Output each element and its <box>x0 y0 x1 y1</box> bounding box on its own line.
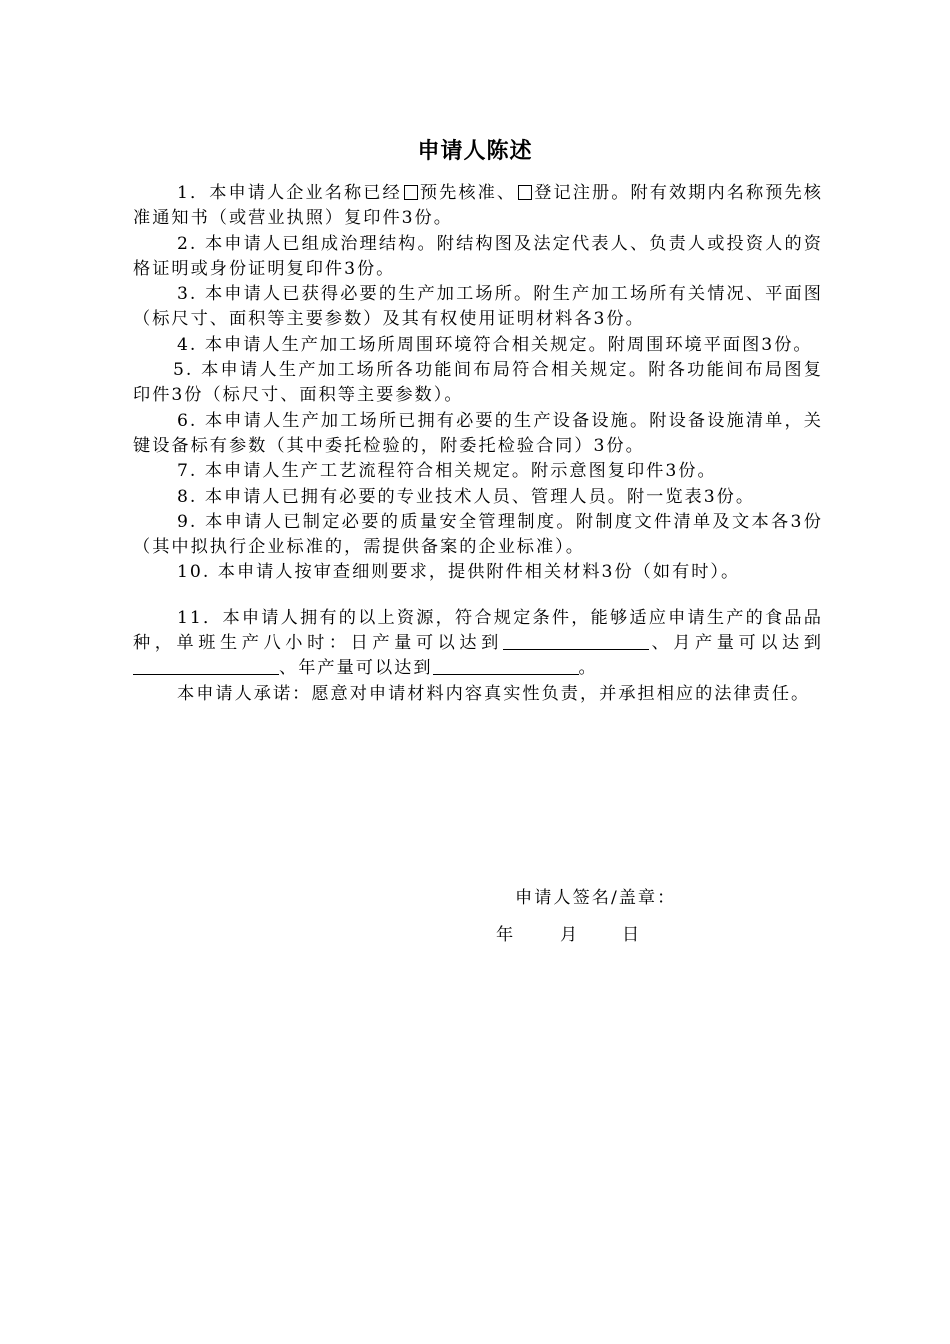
signature-label: 申请人签名/盖章： <box>515 888 677 908</box>
statement-item-2: 2. 本申请人已组成治理结构。附结构图及法定代表人、负责人或投资人的资格证明或身份证明复印件3份。 <box>133 233 823 279</box>
statement-body <box>133 181 823 707</box>
statement-item-9: 9. 本申请人已制定必要的质量安全管理制度。附制度文件清单及文本各3份（其中拟执行企业标准的，需提供备案的企业标准）。 <box>133 511 823 558</box>
yearly-output-blank[interactable] <box>433 656 579 675</box>
statement-item-3: 3. 本申请人已获得必要的生产加工场所。附生产加工场所有关情况、平面图（标尺寸、面积等主要参数）及其有权使用证明材料各3份。 <box>133 284 823 330</box>
statement-item-7: 7. 本申请人生产工艺流程符合相关规定。附示意图复印件3份。 <box>177 461 717 482</box>
item-1-option-precheck: 预先核准、 <box>419 183 517 203</box>
applicant-pledge: 本申请人承诺：愿意对申请材料内容真实性负责，并承担相应的法律责任。 <box>177 683 811 704</box>
statement-item-1 <box>133 181 823 232</box>
checkbox-registered[interactable] <box>518 185 532 200</box>
daily-output-blank[interactable] <box>503 631 649 650</box>
statement-item-10: 10. 本申请人按审查细则要求，提供附件相关材料3份（如有时）。 <box>177 562 741 583</box>
item-1-prefix: 1．本申请人企业名称已经 <box>177 183 402 203</box>
item-11-part-2: 、月产量可以达到 <box>648 633 823 654</box>
item-1-option-registered: 登记注册。附有效期内名称预先核准通知书（或营业执照）复印件3份。 <box>133 183 823 229</box>
statement-item-8: 8. 本申请人已拥有必要的专业技术人员、管理人员。附一览表3份。 <box>177 486 756 507</box>
statement-item-11 <box>133 606 823 682</box>
item-11-part-3: 、年产量可以达到 <box>279 658 433 679</box>
document-title: 申请人陈述 <box>417 138 533 164</box>
checkbox-precheck[interactable] <box>404 185 418 200</box>
statement-item-4: 4. 本申请人生产加工场所周围环境符合相关规定。附周围环境平面图3份。 <box>177 334 813 355</box>
item-11-part-4: 。 <box>578 658 598 679</box>
date-day-label: 日 <box>622 925 640 945</box>
statement-item-5: 5. 本申请人生产加工场所各功能间布局符合相关规定。附各功能间布局图复印件3份（标尺寸、面积等主要参数）。 <box>133 360 823 406</box>
date-month-label: 月 <box>560 925 578 945</box>
monthly-output-blank[interactable] <box>133 656 279 675</box>
statement-item-6: 6. 本申请人生产加工场所已拥有必要的生产设备设施。附设备设施清单，关键设备标有参数（其中委托检验的，附委托检验合同）3份。 <box>133 410 823 456</box>
item-11-part-1: 11．本申请人拥有的以上资源，符合规定条件，能够适应申请生产的食品品种，单班生产八小时：日产量可以达到 <box>133 607 823 654</box>
date-year-label: 年 <box>496 925 514 945</box>
